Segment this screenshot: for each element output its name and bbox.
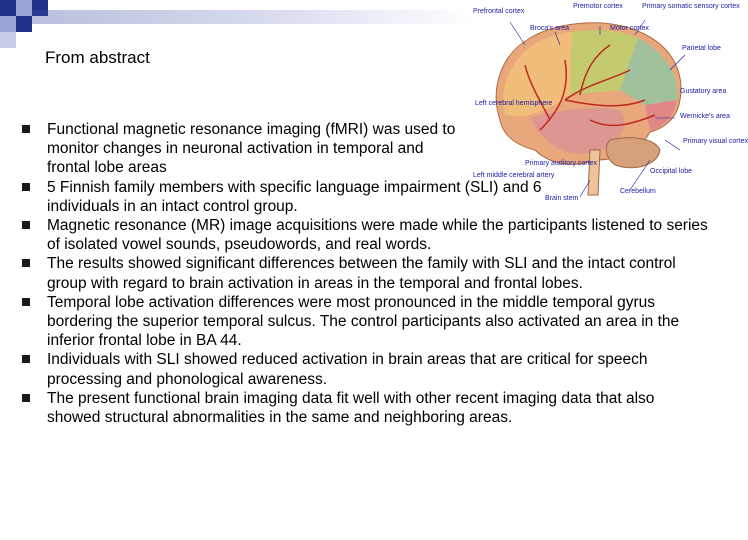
- label-left-middle-cerebral-artery: Left middle cerebral artery: [473, 172, 555, 179]
- deco-block: [16, 16, 32, 32]
- deco-block: [16, 0, 32, 16]
- bullet-item: The present functional brain imaging data fit well with other recent imaging data that also showed structural abnormalities in the same and neighboring areas.: [22, 389, 712, 427]
- bullet-icon: [22, 125, 30, 133]
- deco-block: [0, 0, 16, 16]
- label-brocas-area: Broca's area: [530, 25, 570, 32]
- label-primary-visual-cortex: Primary visual cortex: [683, 138, 748, 145]
- bullet-item: Temporal lobe activation differences were most pronounced in the middle temporal gyrus bordering the superior temporal sulcus. The control participants also activated an area in the inferior frontal lobe in BA 44.: [22, 293, 712, 351]
- label-wernickes-area: Wernicke's area: [680, 113, 730, 120]
- label-brain-stem: Brain stem: [545, 195, 579, 202]
- slide-title: From abstract: [45, 48, 150, 67]
- label-primary-auditory-cortex: Primary auditory cortex: [525, 160, 597, 167]
- label-premotor-cortex: Premotor cortex: [573, 3, 623, 10]
- label-prefrontal-cortex: Prefrontal cortex: [473, 8, 525, 15]
- deco-block: [0, 16, 16, 32]
- bullet-icon: [22, 183, 30, 191]
- bullet-item: Individuals with SLI showed reduced activation in brain areas that are critical for speech processing and phonological awareness.: [22, 350, 712, 388]
- bullet-icon: [22, 298, 30, 306]
- bullet-item: Magnetic resonance (MR) image acquisitions were made while the participants listened to series of isolated vowel sounds, pseudowords, and real words.: [22, 216, 712, 254]
- label-occipital-lobe: Occipital lobe: [650, 168, 693, 175]
- label-somatic-sensory-cortex: Primary somatic sensory cortex: [642, 3, 740, 10]
- label-cerebellum: Cerebellum: [620, 188, 656, 195]
- bullet-item: Functional magnetic resonance imaging (fMRI) was used to monitor changes in neuronal activation in temporal and frontal lobe areas: [22, 120, 457, 178]
- bullet-list: [22, 120, 712, 427]
- bullet-icon: [22, 221, 30, 229]
- label-left-cerebral-hemisphere: Left cerebral hemisphere: [475, 100, 553, 107]
- deco-block: [0, 32, 16, 48]
- bullet-item: 5 Finnish family members with specific language impairment (SLI) and 6 individuals in an intact control group.: [22, 178, 567, 216]
- bullet-icon: [22, 355, 30, 363]
- bullet-icon: [22, 394, 30, 402]
- bullet-icon: [22, 259, 30, 267]
- bullet-item: The results showed significant differences between the family with SLI and the intact control group with regard to brain activation in areas in the temporal and frontal lobes.: [22, 254, 712, 292]
- label-motor-cortex: Motor cortex: [610, 25, 649, 32]
- label-parietal-lobe: Parietal lobe: [682, 45, 721, 52]
- label-gustatory-area: Gustatory area: [680, 88, 727, 95]
